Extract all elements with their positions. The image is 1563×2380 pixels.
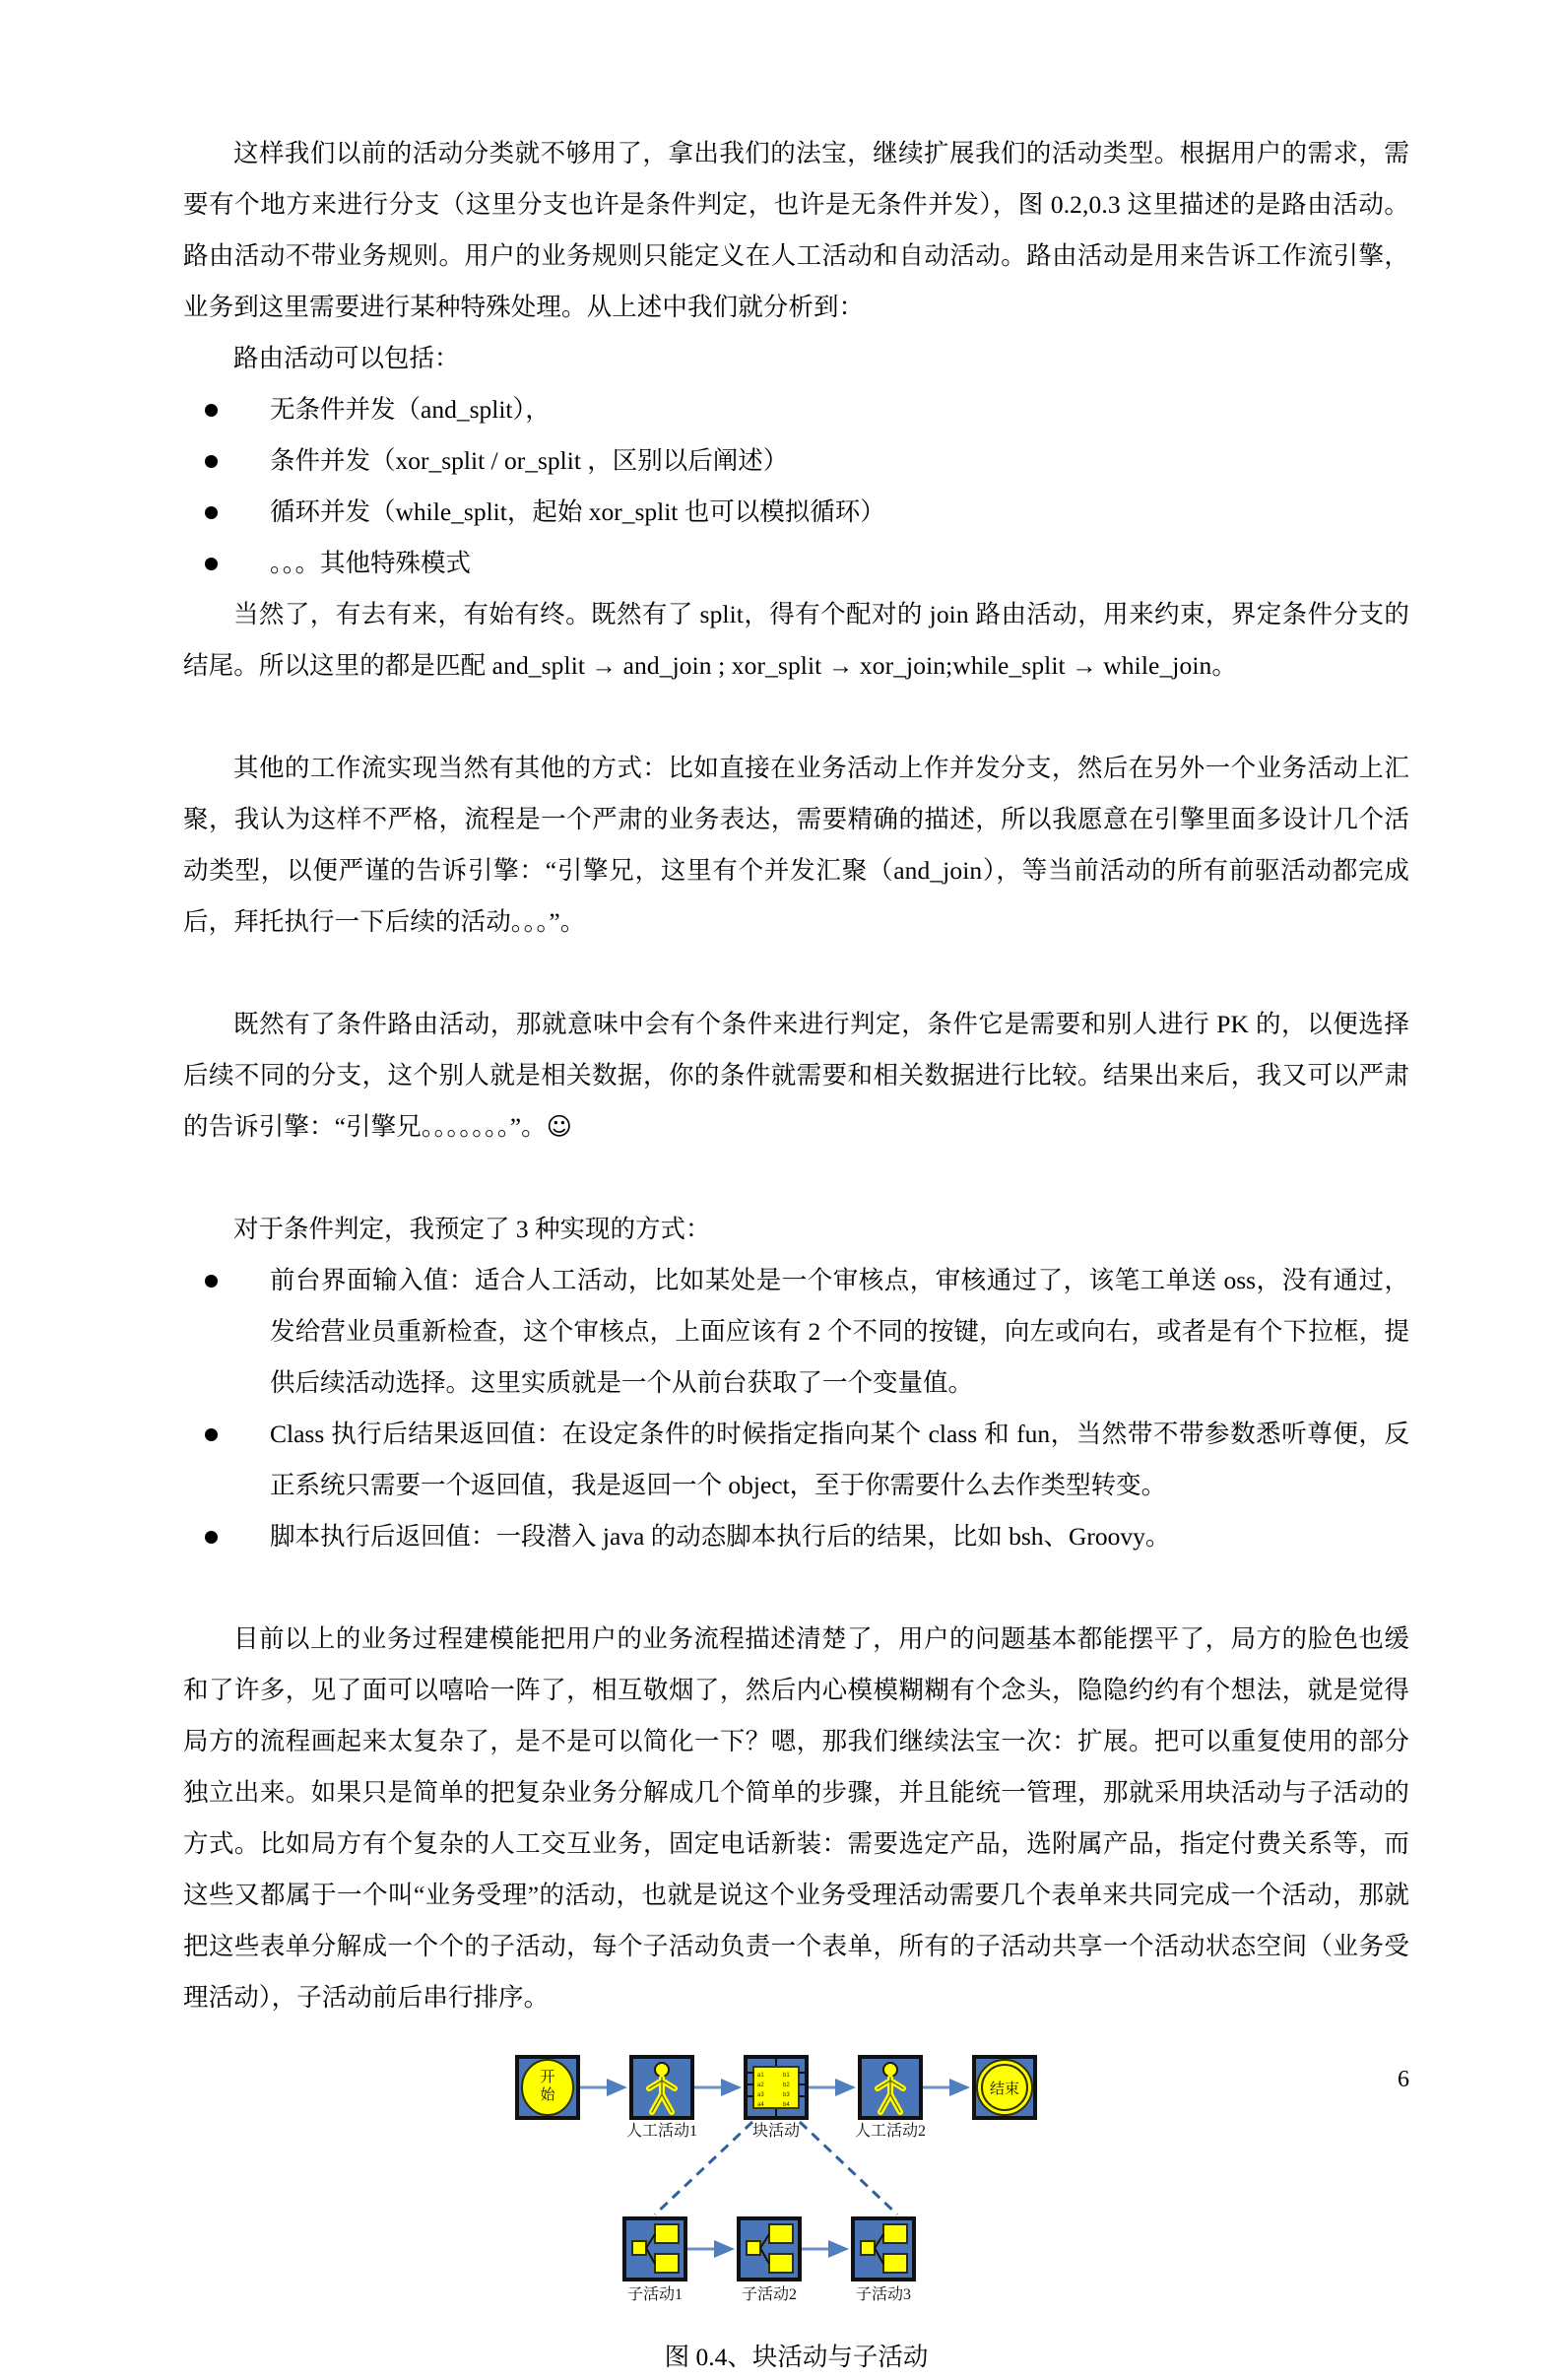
svg-text:b1: b1 (782, 2073, 790, 2079)
list-item-label: 无条件并发（and_split）， (270, 395, 551, 424)
list-item (183, 1511, 1409, 1562)
list-item-label: 循环并发（while_split，起始 xor_split 也可以模拟循环） (270, 497, 885, 526)
svg-text:a2: a2 (756, 2082, 764, 2088)
svg-text:b3: b3 (782, 2092, 790, 2098)
person-icon (631, 2057, 692, 2118)
svg-text:a1: a1 (756, 2073, 764, 2079)
paragraph-4-text: 既然有了条件路由活动，那就意味中会有个条件来进行判定，条件它是需要和别人进行 PK 的，以便选择后续不同的分支，这个别人就是相关数据，你的条件就需要和相关数据进行比较。结果出来后，我又可以严肃的告诉引擎：“引擎兄。。。。。。。”。 (183, 1010, 1409, 1141)
paragraph-5: 目前以上的业务过程建模能把用户的业务流程描述清楚了，用户的问题基本都能摆平了，局方的脸色也缓和了许多，见了面可以嘻哈一阵了，相互敬烟了，然后内心模模糊糊有个念头，隐隐约约有个想法，就是觉得局方的流程画起来太复杂了，是不是可以简化一下？嗯，那我们继续法宝一次：扩展。把可以重复使用的部分独立出来。如果只是简单的把复杂业务分解成几个简单的步骤，并且能统一管理，那就采用块活动与子活动的方式。比如局方有个复杂的人工交互业务，固定电话新装：需要选定产品，选附属产品，指定付费关系等，而这些又都属于一个叫“业务受理”的活动，也就是说这个业务受理活动需要几个表单来共同完成一个活动，那就把这些表单分解成一个个的子活动，每个子活动负责一个表单，所有的子活动共享一个活动状态空间（业务受理活动），子活动前后串行排序。 (183, 1624, 1409, 2012)
bullet-dot-icon (205, 1409, 219, 1460)
page-content (183, 128, 1409, 2380)
list-item (183, 487, 1409, 538)
label-block-activity: 块活动 (751, 2123, 800, 2140)
list-item (183, 384, 1409, 435)
figure-caption: 图 0.4、块活动与子活动 (664, 2343, 929, 2371)
bullet-dot-icon (205, 384, 219, 435)
end-node-icon (974, 2057, 1035, 2118)
bullet-dot-icon (205, 435, 219, 487)
sub-activity-icon (624, 2218, 685, 2280)
list-item-label: 条件并发（xor_split / or_split ，区别以后阐述） (270, 446, 789, 475)
list-item-label: 脚本执行后返回值：一段潜入 java 的动态脚本执行后的结果，比如 bsh、Groovy。 (270, 1522, 1171, 1551)
list-item (183, 538, 1409, 589)
bullet-dot-icon (205, 487, 219, 538)
label-sub-activity-2: 子活动2 (741, 2286, 797, 2303)
bullet-dot-icon (205, 538, 219, 589)
paragraph-2: 当然了，有去有来，有始有终。既然有了 split，得有个配对的 join 路由活动，用来约束，界定条件分支的结尾。所以这里的都是匹配 and_split → and_join ; xor_split → xor_join;while_split → while_join。 (183, 600, 1409, 680)
label-human-activity-2: 人工活动2 (854, 2123, 926, 2140)
paragraph-spacer (183, 1562, 1409, 1614)
smiley-face-icon: ☺ (546, 1112, 572, 1141)
label-sub-activity-1: 子活动1 (626, 2286, 683, 2303)
bullet-dot-icon (205, 1511, 219, 1562)
svg-text:b4: b4 (782, 2102, 790, 2108)
start-node-label-bottom: 始 (539, 2086, 555, 2103)
workflow-diagram (452, 2041, 1141, 2327)
svg-text:a4: a4 (756, 2102, 764, 2108)
paragraph-3: 其他的工作流实现当然有其他的方式：比如直接在业务活动上作并发分支，然后在另外一个业务活动上汇聚，我认为这样不严格，流程是一个严肃的业务表达，需要精确的描述，所以我愿意在引擎里面多设计几个活动类型，以便严谨的告诉引擎：“引擎兄，这里有个并发汇聚（and_join），等当前活动的所有前驱活动都完成后，拜托执行一下后续的活动。。。”。 (183, 754, 1409, 936)
bullet-list-routing (183, 384, 1409, 589)
sub-activity-icon (739, 2218, 800, 2280)
end-node-label: 结束 (989, 2081, 1019, 2097)
lead-routing-activities: 路由活动可以包括： (233, 344, 460, 372)
list-item-label: 前台界面输入值：适合人工活动，比如某处是一个审核点，审核通过了，该笔工单送 oss，没有通过，发给营业员重新检查，这个审核点，上面应该有 2 个不同的按键，向左或向右，或者是有个下拉框，提供后续活动选择。这里实质就是一个从前台获取了一个变量值。 (270, 1266, 1409, 1397)
bullet-dot-icon (205, 1255, 219, 1306)
block-activity-icon (746, 2057, 807, 2118)
person-icon (860, 2057, 921, 2118)
label-human-activity-1: 人工活动1 (625, 2123, 697, 2140)
sub-activity-icon (853, 2218, 914, 2280)
figure-block-and-sub-activity (183, 2041, 1409, 2380)
bullet-list-conditions (183, 1255, 1409, 1562)
lead-condition-methods: 对于条件判定，我预定了 3 种实现的方式： (233, 1215, 711, 1243)
list-item (183, 435, 1409, 487)
svg-text:a3: a3 (756, 2092, 764, 2098)
paragraph-spacer (183, 1153, 1409, 1204)
paragraph-spacer (183, 948, 1409, 999)
label-sub-activity-3: 子活动3 (855, 2286, 911, 2303)
start-node-icon (517, 2057, 578, 2118)
svg-text:b2: b2 (782, 2082, 790, 2088)
page-number: 6 (1398, 2067, 1409, 2092)
start-node-label-top: 开 (539, 2069, 555, 2085)
list-item (183, 1255, 1409, 1409)
paragraph-1: 这样我们以前的活动分类就不够用了，拿出我们的法宝，继续扩展我们的活动类型。根据用户的需求，需要有个地方来进行分支（这里分支也许是条件判定，也许是无条件并发），图 0.2,0.3 这里描述的是路由活动。路由活动不带业务规则。用户的业务规则只能定义在人工活动和自动活动。路由活动是用来告诉工作流引擎，业务到这里需要进行某种特殊处理。从上述中我们就分析到： (183, 139, 1409, 321)
paragraph-spacer (183, 692, 1409, 743)
list-item-label: Class 执行后结果返回值：在设定条件的时候指定指向某个 class 和 fun，当然带不带参数悉听尊便，反正系统只需要一个返回值，我是返回一个 object，至于你需要什么去作类型转变。 (270, 1420, 1409, 1499)
list-item-label: 。。。其他特殊模式 (270, 549, 472, 577)
list-item (183, 1409, 1409, 1511)
paragraph-4 (183, 999, 1409, 1153)
